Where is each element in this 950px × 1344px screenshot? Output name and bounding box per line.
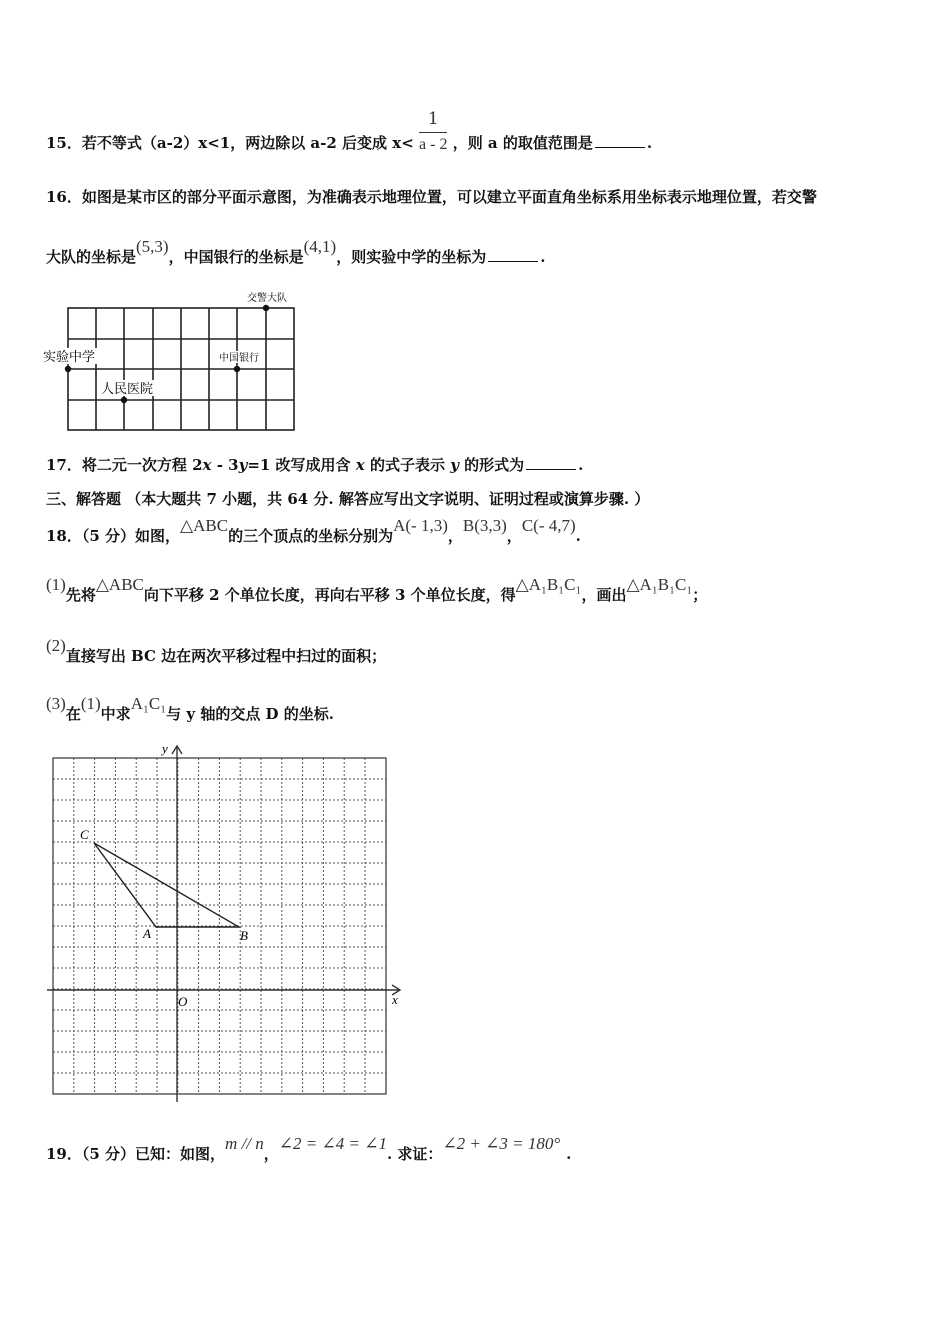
q18-part3	[46, 694, 335, 724]
q16-text-c: ，则实验中学的坐标为	[336, 248, 487, 266]
q17-text-a: 17．将二元一次方程 2	[46, 456, 203, 474]
y-label: y	[162, 741, 168, 756]
q18-p3-num: (3)	[46, 694, 66, 713]
q17-end: .	[578, 456, 584, 474]
question-18-head	[46, 516, 581, 546]
q16-end: .	[540, 248, 546, 266]
q18-p1-num: (1)	[46, 575, 66, 594]
q18-p2-text: 直接写出 BC 边在两次平移过程中扫过的面积；	[65, 647, 387, 665]
q18-p1-a: 先将	[65, 586, 96, 604]
origin-label: O	[178, 994, 188, 1009]
police-dot	[263, 305, 269, 311]
q16-line1: 16．如图是某市区的部分平面示意图，为准确表示地理位置，可以建立平面直角坐标系用坐标表示地理位置，若交警	[46, 188, 817, 206]
hospital-dot	[121, 397, 127, 403]
q19-prove: . 求证：	[386, 1145, 443, 1163]
q18-p3-seg: A₁C₁	[130, 694, 167, 713]
q18-sep2: ，	[506, 527, 522, 545]
x-label: x	[392, 992, 398, 1007]
q16-line2	[46, 237, 546, 267]
answer-blank	[595, 146, 645, 148]
school-dot	[65, 366, 71, 372]
b-label: B	[240, 928, 248, 943]
q18-head-b: 的三个顶点的坐标分别为	[228, 527, 394, 545]
q15-end: .	[646, 134, 653, 152]
q19-target: ∠2 + ∠3 = 180°	[442, 1134, 561, 1153]
q15-frac-num: 1	[419, 110, 447, 133]
q17-text-d: 的式子表示	[364, 456, 451, 474]
q18-p3-ref: (1)	[80, 694, 101, 713]
q15-frac-den: a - 2	[419, 136, 448, 153]
q15-fraction	[419, 110, 447, 154]
q18-sep1: ，	[447, 527, 463, 545]
question-17	[46, 454, 583, 475]
q18-p2-num: (2)	[46, 636, 66, 655]
city-map-figure	[40, 288, 310, 436]
answer-blank	[488, 260, 538, 262]
q18-part2	[46, 636, 387, 666]
q18-p1-tri2: △A₁B₁C₁	[626, 575, 693, 594]
label-bank: 中国银行	[219, 353, 259, 364]
q18-p1-c: ，画出	[581, 586, 627, 604]
q18-point-b: B(3,3)	[462, 516, 507, 535]
q18-p1-b: 向下平移 2 个单位长度，再向右平移 3 个单位长度，得	[143, 586, 516, 604]
label-school: 实验中学	[43, 350, 96, 365]
question-15	[46, 109, 653, 166]
answer-blank	[526, 468, 576, 470]
q17-var-x2: x	[355, 456, 365, 474]
c-label: C	[80, 827, 89, 842]
q18-part1	[46, 575, 708, 605]
graph-grid	[53, 758, 386, 1094]
q18-p1-tri: △ABC	[95, 575, 144, 594]
label-hospital: 人民医院	[101, 382, 154, 397]
q18-p1-end: ；	[692, 586, 708, 604]
q16-text-b: ，中国银行的坐标是	[168, 248, 304, 266]
q19-parallel: m // n	[225, 1134, 264, 1153]
q18-p3-a: 在	[65, 705, 81, 723]
q19-end: .	[566, 1145, 572, 1163]
coordinate-graph	[40, 740, 410, 1110]
q19-angles: ∠2 = ∠4 = ∠1	[278, 1134, 387, 1153]
q16-coord-police: (5,3)	[136, 237, 169, 256]
q18-point-c: C(- 4,7)	[521, 516, 576, 535]
question-19	[46, 1134, 572, 1164]
q16-coord-bank: (4,1)	[303, 237, 337, 256]
q18-point-a: A(- 1,3)	[393, 516, 448, 535]
q17-text-b: - 3	[211, 456, 239, 474]
q16-text-a: 大队的坐标是	[46, 248, 137, 266]
map-grid	[68, 308, 294, 430]
section-heading: 三、解答题 （本大题共 7 小题，共 64 分. 解答应写出文字说明、证明过程或演算步骤. ）	[46, 490, 650, 508]
q18-end: .	[575, 527, 581, 545]
q19-head: 19．（5 分）已知：如图，	[46, 1145, 226, 1163]
q19-sep: ，	[263, 1145, 279, 1163]
bank-dot	[234, 366, 240, 372]
q18-p3-b: 中求	[100, 705, 131, 723]
q18-triangle: △ABC	[180, 516, 229, 535]
q17-var-y2: y	[450, 456, 459, 474]
q15-text-b: ，则 a 的取值范围是	[452, 134, 593, 152]
label-police: 交警大队	[247, 293, 287, 304]
q18-head-a: 18．（5 分）如图，	[46, 527, 181, 545]
a-label: A	[143, 926, 151, 941]
q17-text-c: =1 改写成用含	[247, 456, 356, 474]
q17-var-y: y	[238, 456, 248, 474]
q17-text-e: 的形式为	[458, 456, 525, 474]
q17-var-x: x	[202, 456, 212, 474]
q18-p1-tri1: △A₁B₁C₁	[515, 575, 582, 594]
q18-p3-c: 与 y 轴的交点 D 的坐标.	[166, 705, 335, 723]
q15-text-a: 15．若不等式（a-2）x<1，两边除以 a-2 后变成 x<	[46, 134, 414, 152]
